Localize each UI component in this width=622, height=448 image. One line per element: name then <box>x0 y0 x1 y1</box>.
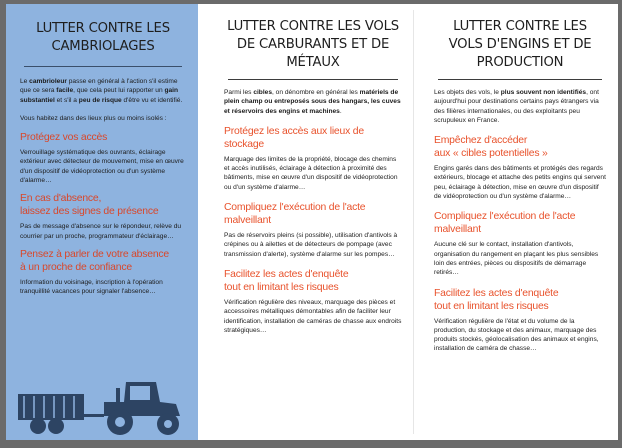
column-machinery-production <box>424 4 616 440</box>
col2-title: LUTTER CONTRE LES VOLS DE CARBURANTS ET DE MÉTAUX <box>227 19 399 70</box>
col1-title <box>20 20 186 56</box>
col3-intro: Les objets des vols, le plus souvent non identifiés, ont aujourd'hui pour destinations certains pays étrangers via des filières internationales, ou des exploitants peu scrupuleux en France. <box>434 89 599 124</box>
col2-s1-text: Marquage des limites de la propriété, blocage des chemins et accès inutilisés, éclairage à détection à proximité des bâtiments, mise en œuvre d'un dispositif de vidéoprotection ou d'un système d'alarme… <box>224 155 398 191</box>
col1-s2-title: En cas d'absence, laissez des signes de présence <box>20 193 159 218</box>
col2-s1-title: Protégez les accès aux lieux de stockage <box>224 125 364 150</box>
trailer-wheel <box>30 418 46 434</box>
column-fuel-metals <box>214 4 412 440</box>
column-burglaries <box>6 4 198 440</box>
col3-rule <box>438 79 602 80</box>
col1-places: Vous habitez dans des lieux plus ou moins isolés : <box>20 114 167 122</box>
col1-title-line2: CAMBRIOLAGES <box>51 39 155 54</box>
col2-intro: Parmi les cibles, on dénombre en général les matériels de plein champ ou entreposés sous des hangars, les cuves et réservoirs des engins et machines. <box>224 89 401 115</box>
col1-s3-text: Information du voisinage, inscription à l'opération tranquillité vacances pour signaler l'absence… <box>20 278 163 296</box>
col3-s3-title: Facilitez les actes d'enquête tout en limitant les risques <box>434 287 559 312</box>
col2-s2-text: Pas de réservoirs pleins (si possible), utilisation d'antivols à crépines ou à ailettes et de détecteurs de pompage (avec transmission d'alerte), système d'alarme sur les pompes… <box>224 232 398 258</box>
col2-s3-text: Vérification régulière des niveaux, marquage des pièces et accessoires métalliques démontables afin de faciliter leur identification, installation de caméras de chasse aux endroits stratégiques… <box>224 298 402 334</box>
col3-s1-title: Empêchez d'accéder aux « cibles potentielles » <box>434 135 548 160</box>
col3-s3-text: Vérification régulière de l'état et du volume de la production, du stockage et des animaux, marquage des produits stockés, géolocalisation des animaux et engins, installation de caméra de chasse… <box>434 317 599 353</box>
col1-s1-title: Protégez vos accès <box>20 132 108 144</box>
col1-rule <box>24 66 182 67</box>
col1-title-line1: LUTTER CONTRE LES <box>36 21 170 36</box>
col3-s2-text: Aucune clé sur le contact, installation d'antivols, organisation du rangement en plaçant les plus sensibles loin des entrées, pièces ou dispositifs de démarrage retirés… <box>434 241 599 277</box>
col1-s1-text: Verrouillage systématique des ouvrants, éclairage extérieur avec détecteur de mouvement, mise en œuvre d'un dispositif de vidéoprotection ou d'un système d'alarme… <box>20 149 184 185</box>
column-divider <box>413 10 414 434</box>
col2-s3-title: Facilitez les actes d'enquête tout en limitant les risques <box>224 268 349 293</box>
col2-s2-title: Compliquez l'exécution de l'acte malveillant <box>224 202 366 227</box>
col1-s3-title: Pensez à parler de votre absence à un proche de confiance <box>20 248 169 273</box>
col1-s2-text: Pas de message d'absence sur le répondeur, relève du courrier par un proche, programmateur d'éclairage… <box>20 223 182 240</box>
col2-rule <box>228 79 398 80</box>
col3-title: LUTTER CONTRE LES VOLS D'ENGINS ET DE PRODUCTION <box>448 19 592 70</box>
trailer-wheel <box>48 418 64 434</box>
col1-intro: Le cambrioleur passe en général à l'action s'il estime que ce sera facile, que cela peut lui rapporter un gain substantiel et s'il a peu de risque d'être vu et identifié. <box>20 78 183 104</box>
tractor-icon <box>16 376 188 438</box>
col3-s1-text: Engins garés dans des bâtiments et protégés des regards extérieurs, blocage et attache des petits engins qui servent peu, éclairage à détection, mise en œuvre d'un dispositif de vidéoprotection ou d'un système d'alarme… <box>434 165 606 201</box>
leaflet-page <box>6 4 618 440</box>
col3-s2-title: Compliquez l'exécution de l'acte malveillant <box>434 211 576 236</box>
